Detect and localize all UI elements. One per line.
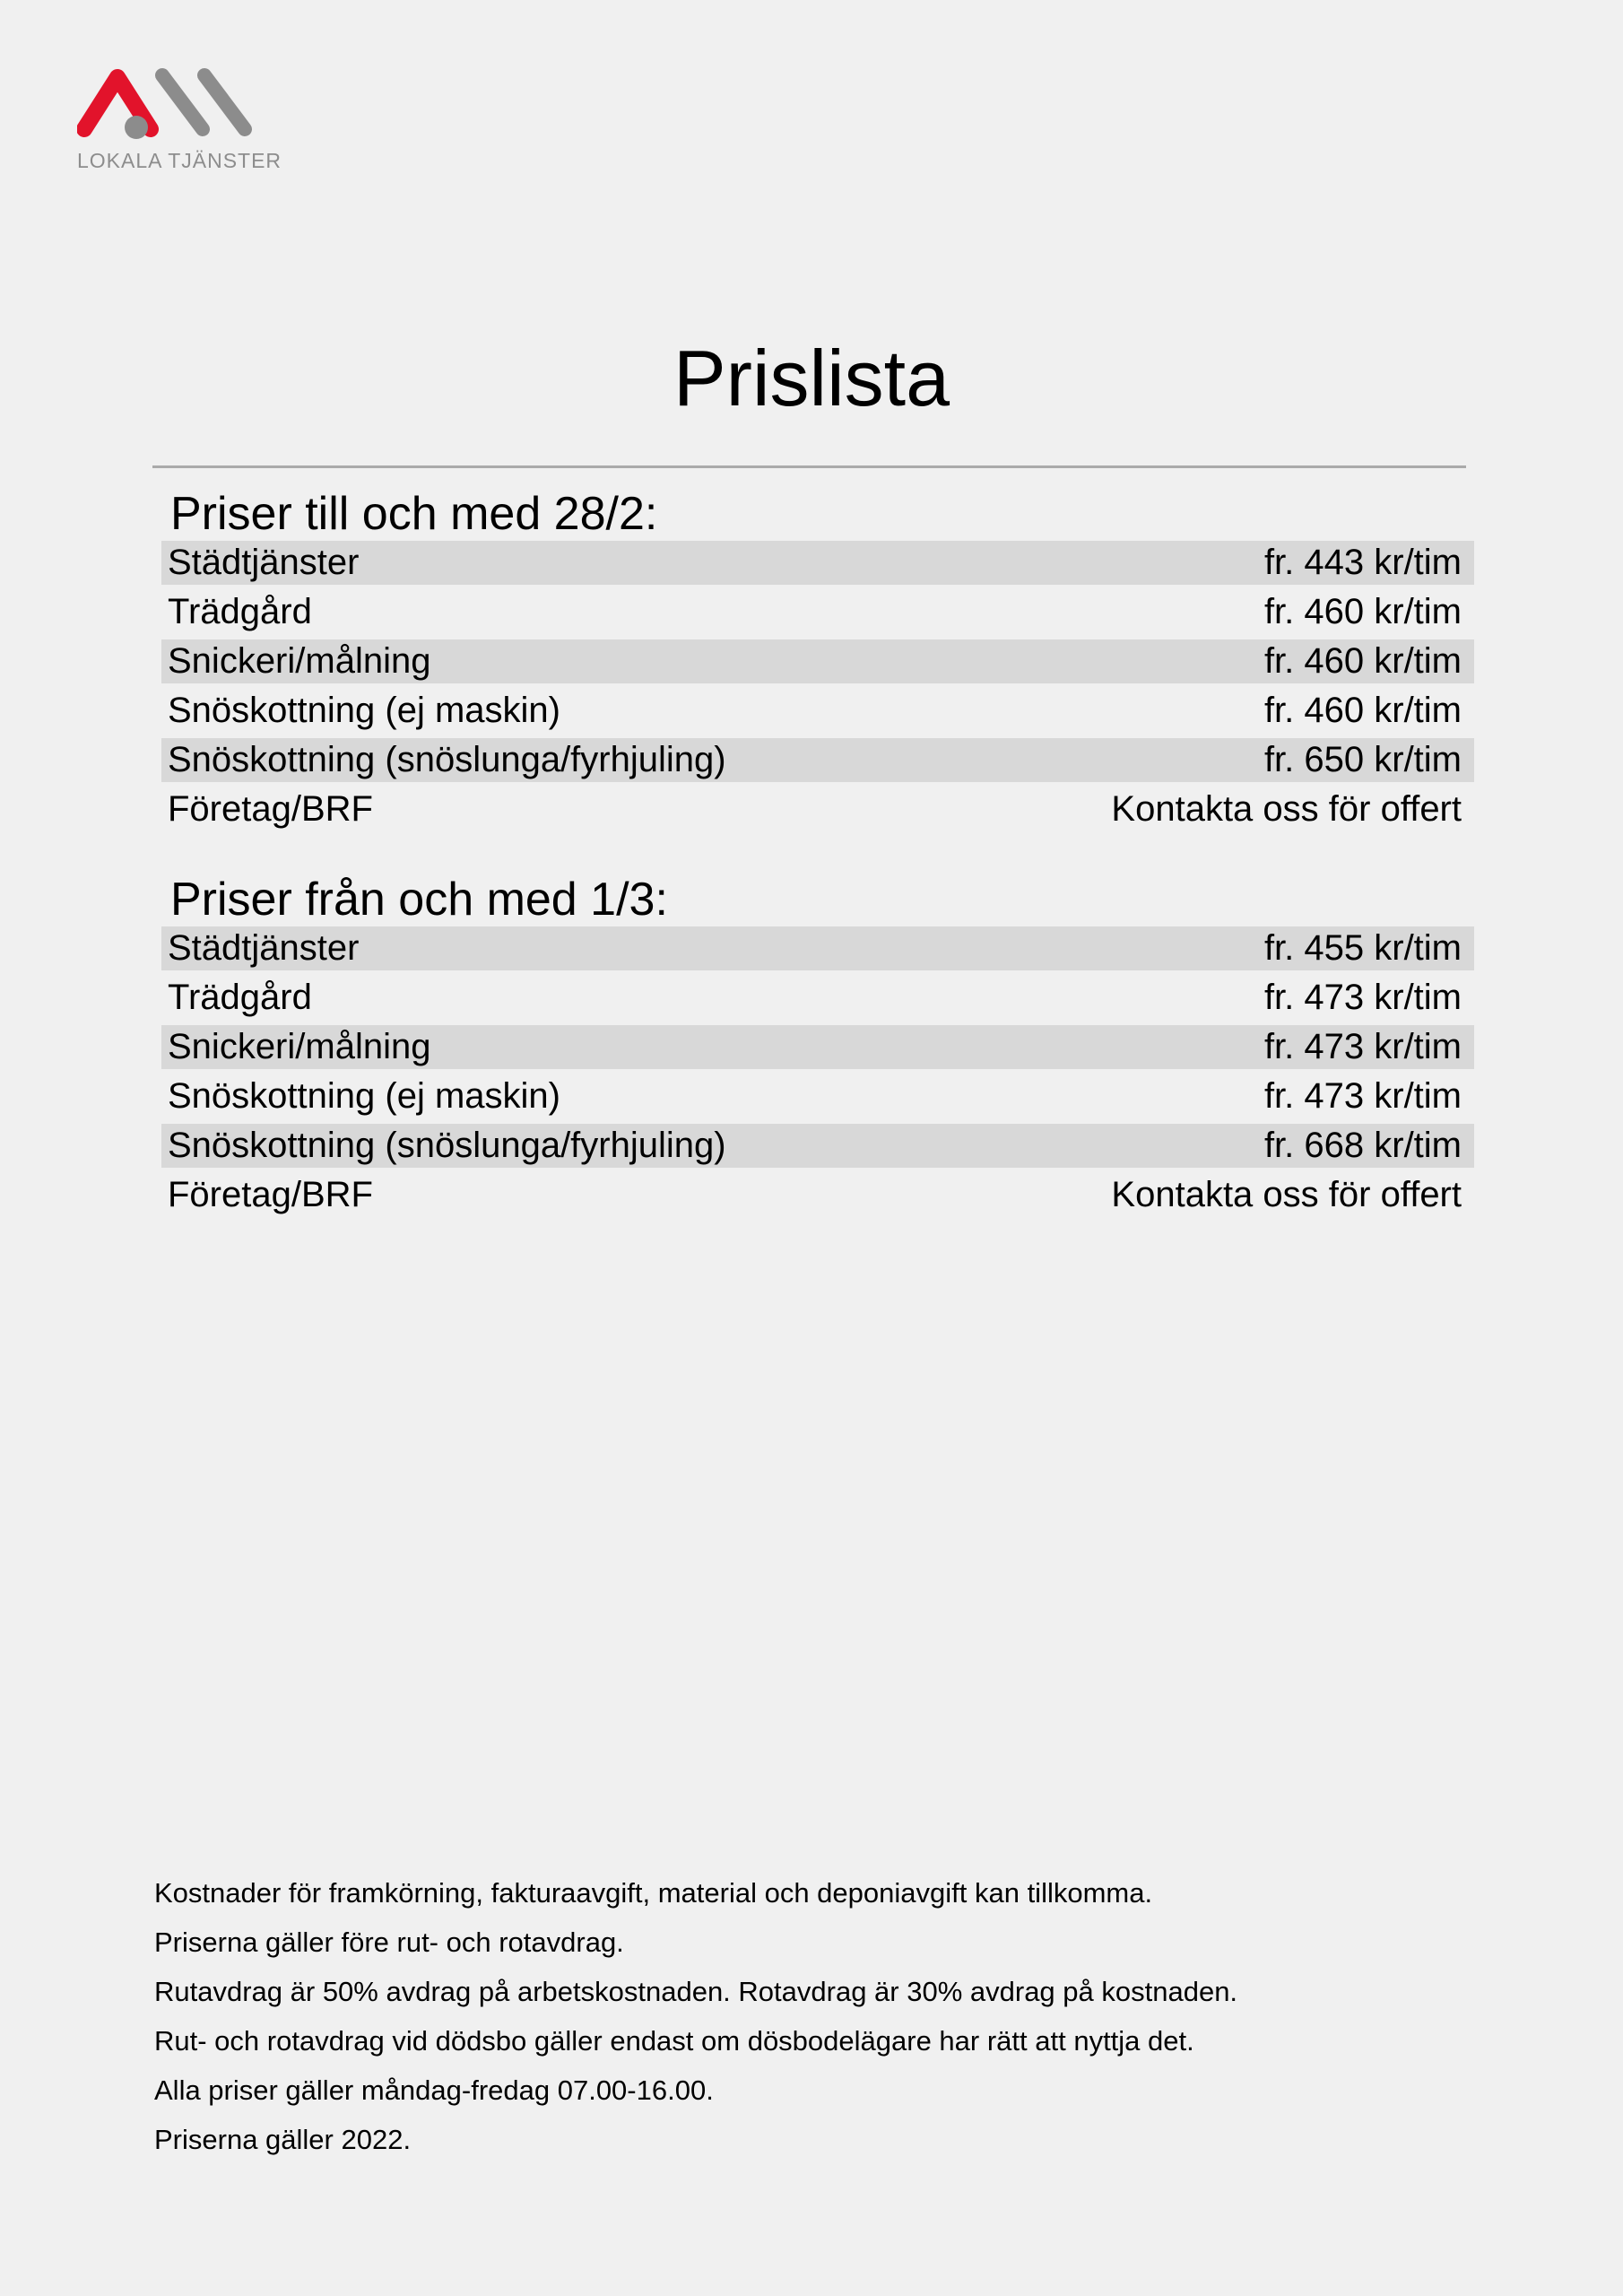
service-name: Snöskottning (snöslunga/fyrhjuling) bbox=[168, 1126, 726, 1165]
logo-text: LOKALA TJÄNSTER bbox=[77, 149, 282, 172]
footnote: Rutavdrag är 50% avdrag på arbetskostnaden. Rotavdrag är 30% avdrag på kostnaden. bbox=[154, 1976, 1238, 2007]
price-row bbox=[161, 976, 1474, 1020]
footnote: Kostnader för framkörning, fakturaavgift, material och deponiavgift kan tillkomma. bbox=[154, 1877, 1153, 1909]
service-name: Snickeri/målning bbox=[168, 641, 431, 681]
service-price: Kontakta oss för offert bbox=[1111, 1175, 1462, 1214]
company-logo bbox=[77, 66, 282, 174]
service-price: fr. 473 kr/tim bbox=[1263, 1027, 1462, 1066]
service-name: Snöskottning (ej maskin) bbox=[168, 1076, 560, 1116]
service-price: fr. 650 kr/tim bbox=[1263, 740, 1462, 779]
service-price: Kontakta oss för offert bbox=[1111, 789, 1462, 829]
footnote: Rut- och rotavdrag vid dödsbo gäller endast om dösbodelägare har rätt att nyttja det. bbox=[154, 2025, 1194, 2057]
section-heading: Priser till och med 28/2: bbox=[170, 488, 658, 540]
price-row bbox=[161, 1173, 1474, 1217]
service-price: fr. 460 kr/tim bbox=[1263, 691, 1462, 730]
service-price: fr. 443 kr/tim bbox=[1263, 543, 1462, 582]
service-price: fr. 473 kr/tim bbox=[1263, 978, 1462, 1017]
section-heading: Priser från och med 1/3: bbox=[170, 874, 668, 926]
price-row bbox=[161, 590, 1474, 634]
price-row bbox=[161, 541, 1474, 585]
service-name: Trädgård bbox=[168, 592, 312, 631]
price-row bbox=[161, 738, 1474, 782]
service-price: fr. 455 kr/tim bbox=[1263, 928, 1462, 968]
footnote: Priserna gäller före rut- och rotavdrag. bbox=[154, 1926, 624, 1958]
service-name: Städtjänster bbox=[168, 543, 360, 582]
service-name: Företag/BRF bbox=[168, 789, 373, 829]
price-section-from-1-3 bbox=[161, 874, 1474, 1222]
service-price: fr. 473 kr/tim bbox=[1263, 1076, 1462, 1116]
footnotes bbox=[154, 1878, 1499, 2174]
price-row bbox=[161, 689, 1474, 733]
price-row bbox=[161, 1124, 1474, 1168]
service-name: Snickeri/målning bbox=[168, 1027, 431, 1066]
service-name: Städtjänster bbox=[168, 928, 360, 968]
service-name: Företag/BRF bbox=[168, 1175, 373, 1214]
price-row bbox=[161, 926, 1474, 970]
service-name: Trädgård bbox=[168, 978, 312, 1017]
price-row bbox=[161, 1025, 1474, 1069]
footnote: Priserna gäller 2022. bbox=[154, 2124, 412, 2155]
price-row bbox=[161, 1074, 1474, 1118]
price-row bbox=[161, 787, 1474, 831]
service-price: fr. 460 kr/tim bbox=[1263, 592, 1462, 631]
service-name: Snöskottning (snöslunga/fyrhjuling) bbox=[168, 740, 726, 779]
service-name: Snöskottning (ej maskin) bbox=[168, 691, 560, 730]
price-section-until-28-2 bbox=[161, 489, 1474, 837]
roof-logo-icon bbox=[77, 66, 274, 147]
page-title: Prislista bbox=[673, 334, 950, 422]
footnote: Alla priser gäller måndag-fredag 07.00-16.00. bbox=[154, 2074, 714, 2106]
price-row bbox=[161, 639, 1474, 683]
title-divider bbox=[152, 465, 1466, 468]
service-price: fr. 668 kr/tim bbox=[1263, 1126, 1462, 1165]
service-price: fr. 460 kr/tim bbox=[1263, 641, 1462, 681]
